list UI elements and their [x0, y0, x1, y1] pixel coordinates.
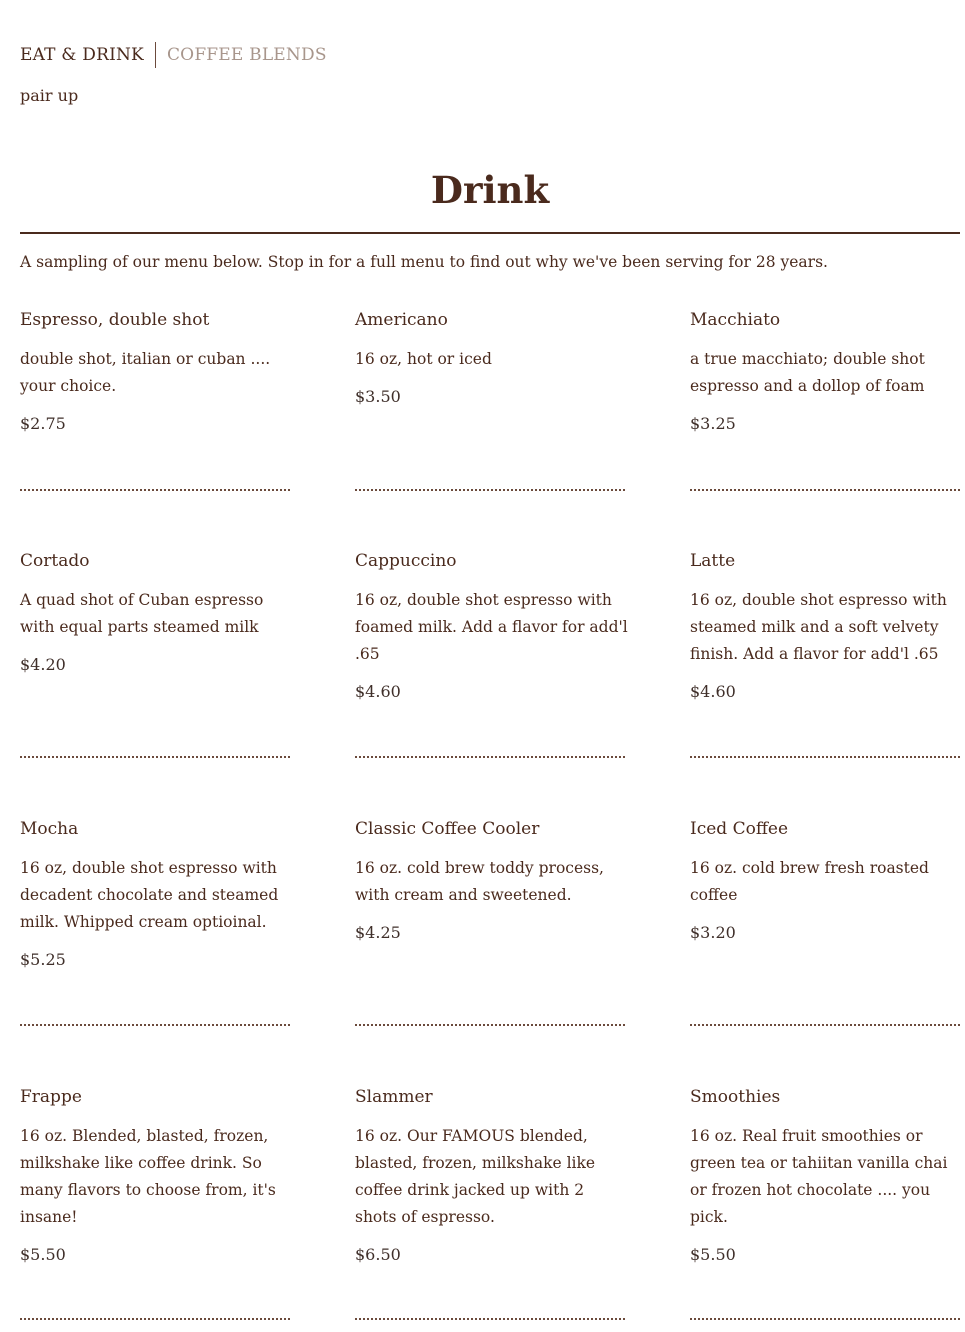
item-divider: [355, 1024, 625, 1026]
menu-item: [355, 550, 630, 704]
menu-item-price: $4.60: [690, 682, 736, 701]
menu-item: [690, 550, 965, 704]
menu-item-price: $6.50: [355, 1245, 401, 1264]
menu-item-description: a true macchiato; double shot espresso and a dollop of foam: [690, 350, 925, 395]
menu-item-description: 16 oz, double shot espresso with steamed milk and a soft velvety finish. Add a flavor for add'l .65: [690, 591, 947, 663]
menu-item-description: 16 oz. Real fruit smoothies or green tea or tahiitan vanilla chai or frozen hot chocolate .... you pick.: [690, 1127, 948, 1226]
menu-item-name: Classic Coffee Cooler: [355, 819, 540, 839]
menu-item-name: Cortado: [20, 551, 90, 571]
item-divider: [690, 1318, 960, 1320]
item-divider: [20, 1318, 290, 1320]
menu-item-description: 16 oz. Our FAMOUS blended, blasted, frozen, milkshake like coffee drink jacked up with 2 shots of espresso.: [355, 1127, 596, 1226]
menu-item-description: 16 oz. cold brew fresh roasted coffee: [690, 859, 929, 904]
menu-item-description: 16 oz. cold brew toddy process, with cream and sweetened.: [355, 859, 604, 904]
item-divider: [690, 489, 960, 491]
menu-item: [690, 1086, 965, 1267]
menu-item-name: Latte: [690, 551, 736, 571]
item-divider: [690, 1024, 960, 1026]
menu-item-name: Iced Coffee: [690, 819, 789, 839]
menu-item: [355, 1086, 630, 1267]
menu-item: [690, 309, 965, 436]
menu-item: [20, 1086, 295, 1267]
menu-item: [20, 309, 295, 436]
item-divider: [355, 489, 625, 491]
menu-item-name: Mocha: [20, 819, 79, 839]
menu-item-name: Espresso, double shot: [20, 310, 210, 330]
menu-item-name: Americano: [355, 310, 448, 330]
menu-item-name: Smoothies: [690, 1087, 781, 1107]
menu-item-description: 16 oz, double shot espresso with foamed milk. Add a flavor for add'l .65: [355, 591, 628, 663]
item-divider: [355, 1318, 625, 1320]
menu-item-price: $3.25: [690, 414, 736, 433]
menu-item-price: $4.20: [20, 655, 66, 674]
section-title: Drink: [430, 168, 550, 212]
menu-item: [20, 818, 295, 972]
menu-item-price: $5.50: [690, 1245, 736, 1264]
menu-item: [690, 818, 965, 945]
menu-item-price: $5.25: [20, 950, 66, 969]
subnav-link-pair-up[interactable]: pair up: [20, 86, 79, 105]
menu-item-name: Cappuccino: [355, 551, 457, 571]
item-divider: [20, 756, 290, 758]
menu-item-price: $4.25: [355, 923, 401, 942]
top-nav: [20, 42, 327, 68]
menu-item: [355, 309, 630, 409]
menu-item-description: A quad shot of Cuban espresso with equal parts steamed milk: [20, 591, 264, 636]
menu-item-price: $5.50: [20, 1245, 66, 1264]
nav-separator: [155, 42, 156, 68]
menu-item: [20, 550, 295, 677]
menu-item-description: double shot, italian or cuban .... your choice.: [20, 350, 271, 395]
menu-item: [355, 818, 630, 945]
nav-link-eat-drink[interactable]: EAT & DRINK: [20, 45, 144, 65]
menu-item-name: Macchiato: [690, 310, 781, 330]
menu-item-name: Slammer: [355, 1087, 433, 1107]
nav-link-coffee-blends[interactable]: COFFEE BLENDS: [166, 45, 327, 65]
item-divider: [20, 489, 290, 491]
item-divider: [20, 1024, 290, 1026]
section-intro: A sampling of our menu below. Stop in for a full menu to find out why we've been serving for 28 years.: [20, 253, 828, 271]
menu-item-price: $2.75: [20, 414, 66, 433]
item-divider: [690, 756, 960, 758]
menu-item-price: $3.50: [355, 387, 401, 406]
item-divider: [355, 756, 625, 758]
title-divider: [20, 232, 960, 234]
menu-item-name: Frappe: [20, 1087, 82, 1107]
menu-item-price: $3.20: [690, 923, 736, 942]
menu-item-description: 16 oz, double shot espresso with decadent chocolate and steamed milk. Whipped cream optioinal.: [20, 859, 279, 931]
menu-item-price: $4.60: [355, 682, 401, 701]
menu-item-description: 16 oz, hot or iced: [355, 350, 492, 368]
menu-item-description: 16 oz. Blended, blasted, frozen, milkshake like coffee drink. So many flavors to choose from, it's insane!: [20, 1127, 276, 1226]
